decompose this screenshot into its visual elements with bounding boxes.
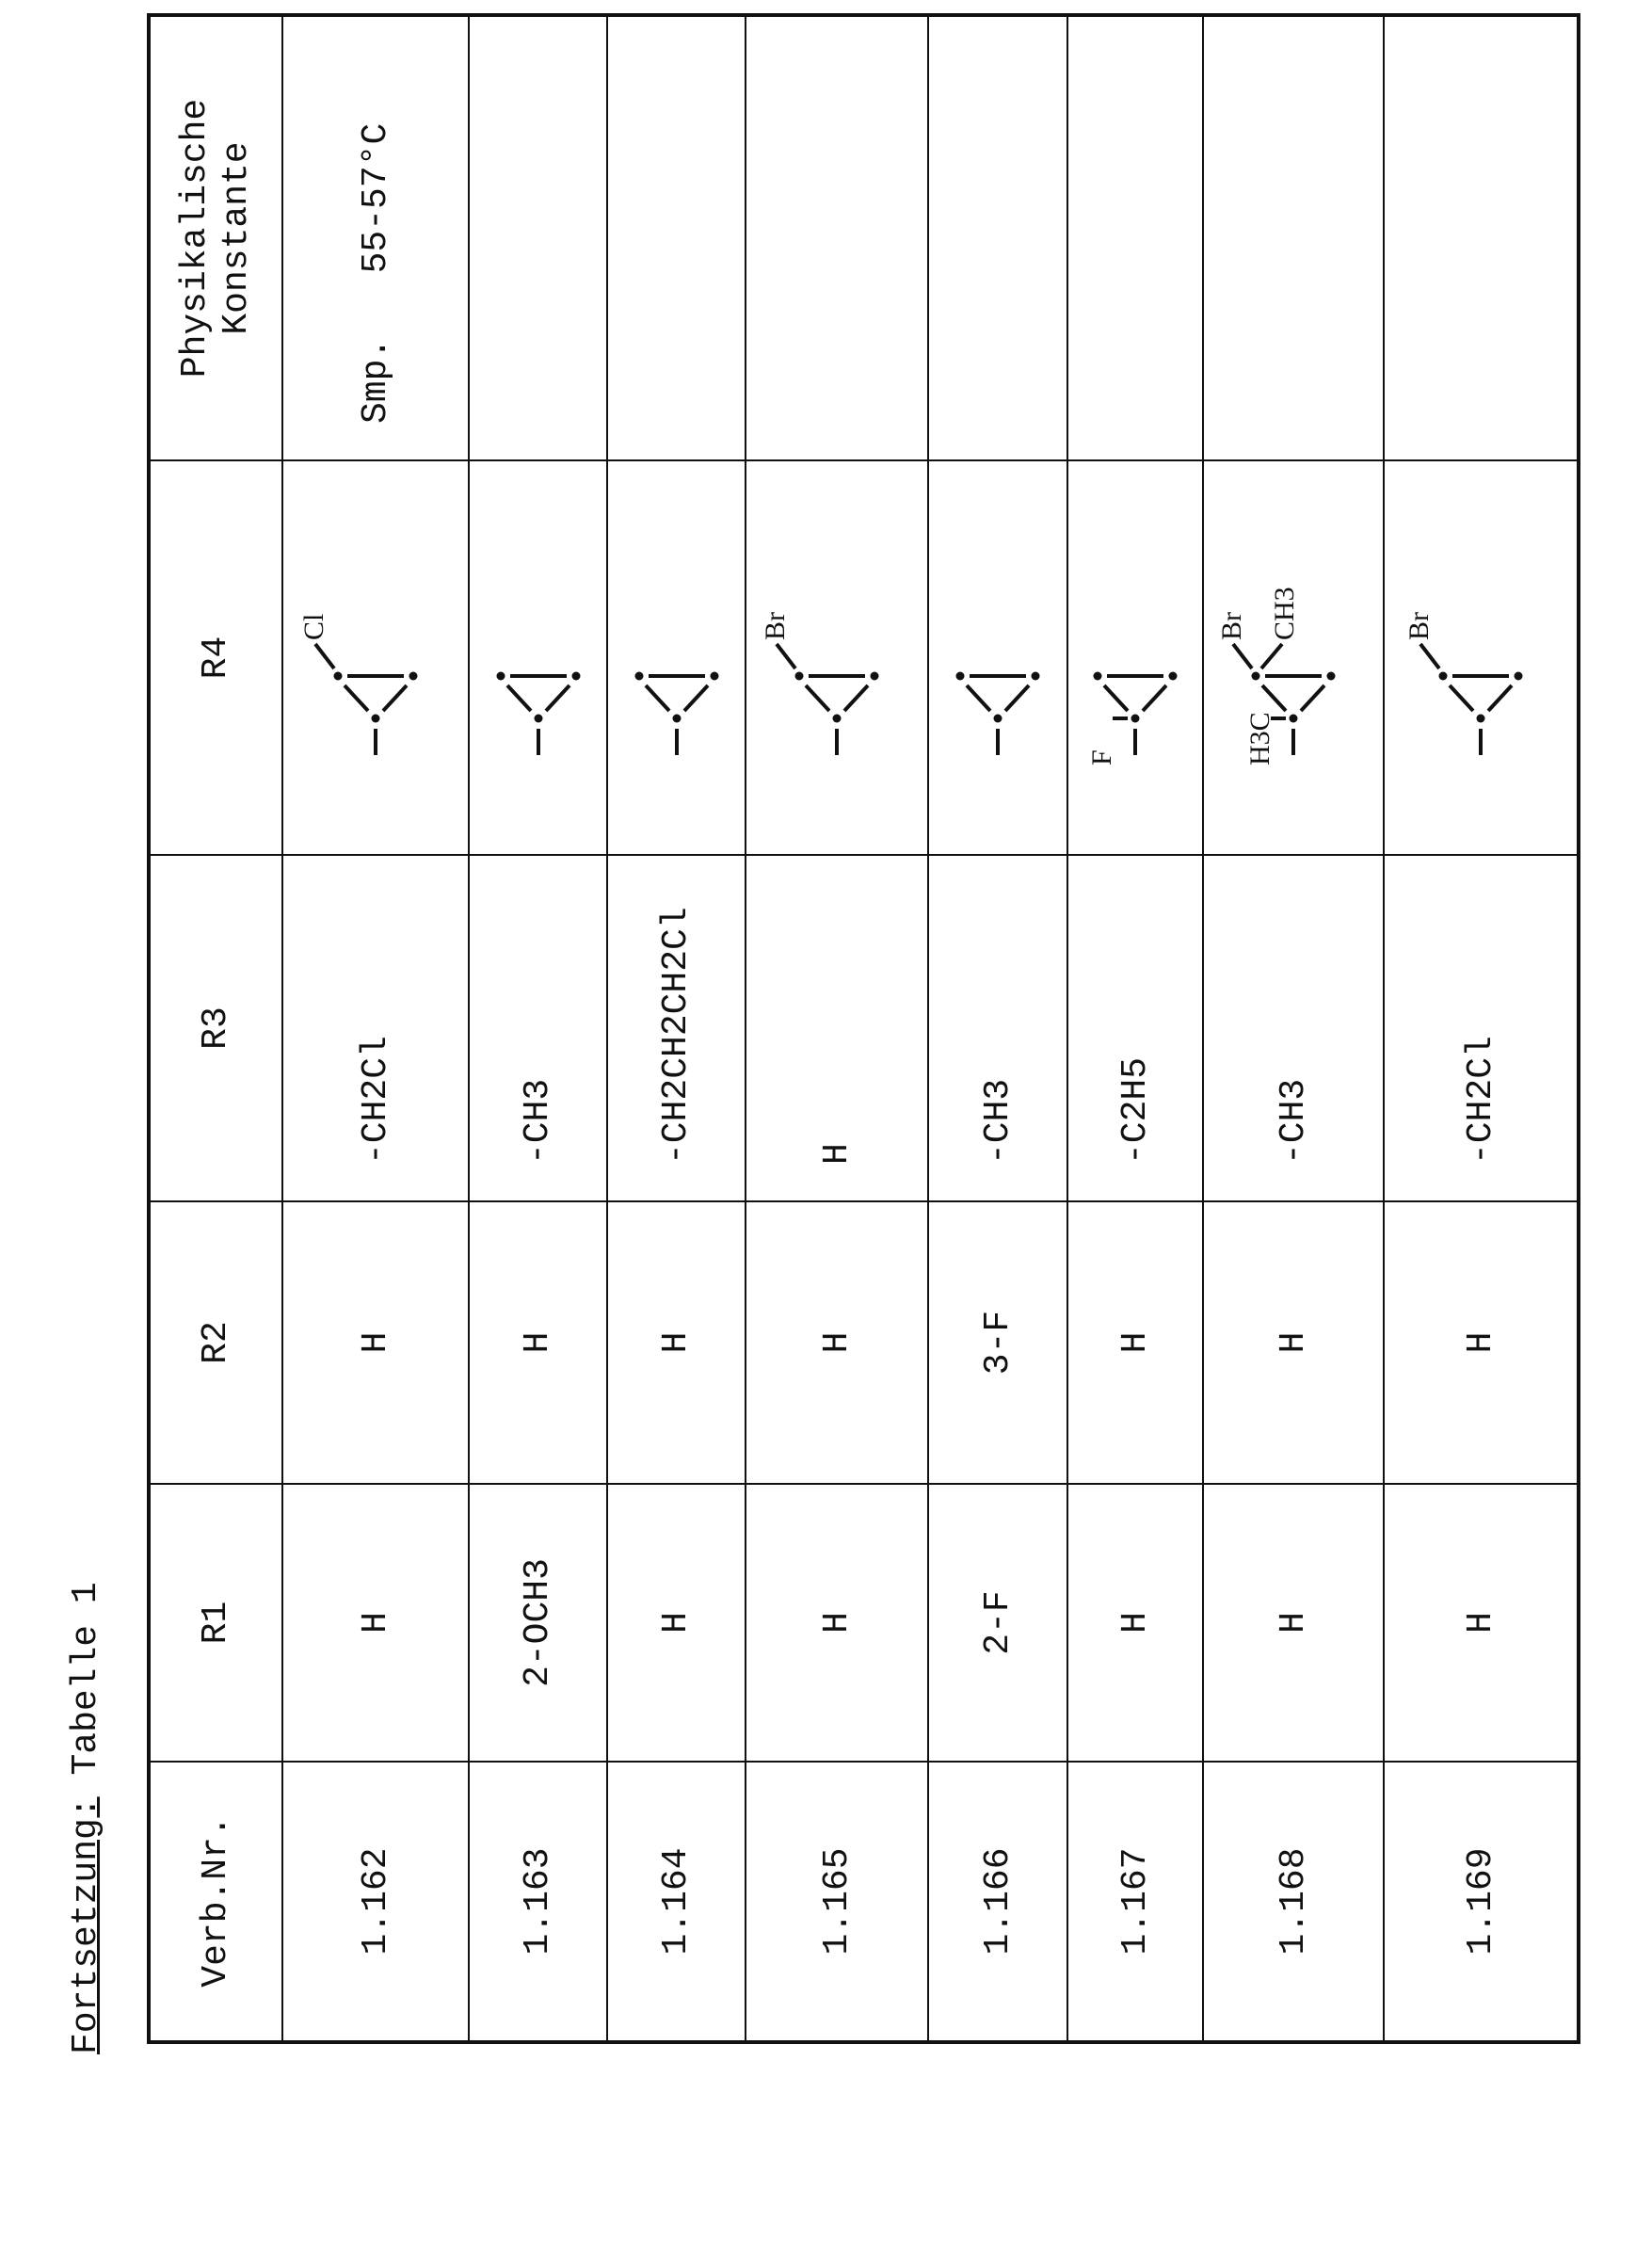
atom-dot [334,672,343,681]
cell-r4 [746,460,928,855]
table-row [1067,15,1203,2042]
cell-r4 [928,460,1067,855]
cell-physical-constant [1067,15,1203,460]
atom-dot [1327,672,1336,681]
cell-r2: H [607,1201,746,1484]
bond-line [684,686,708,712]
atom-dot [1290,715,1298,723]
substituent-label: Br [760,612,791,640]
atom-dot [1515,672,1523,681]
header-r4: R4 [149,460,282,855]
cell-verb-nr: 1.163 [469,1762,607,2042]
cell-r3: -CH2Cl [1384,855,1579,1201]
bond-line [1301,686,1324,712]
cell-verb-nr: 1.166 [928,1762,1067,2042]
atom-dot [409,672,418,681]
bond-line [546,686,569,712]
cell-r4 [1067,460,1203,855]
cell-r3: -CH3 [1203,855,1384,1201]
cell-physical-constant [928,15,1067,460]
bond-line [844,686,868,712]
cell-r1: H [1067,1484,1203,1762]
cell-r2: H [469,1201,607,1484]
cell-verb-nr: 1.169 [1384,1762,1579,2042]
atom-dot [1169,672,1178,681]
cell-r4 [282,460,469,855]
bond-line [967,686,990,712]
cell-r2: H [1203,1201,1384,1484]
cell-r3: -CH2Cl [282,855,469,1201]
cell-verb-nr: 1.167 [1067,1762,1203,2042]
substituent-label: F [1086,750,1117,766]
bond-line [1450,686,1473,712]
header-r2: R2 [149,1201,282,1484]
cell-r1: 2-F [928,1484,1067,1762]
cell-verb-nr: 1.164 [607,1762,746,2042]
cell-r3: -CH3 [928,855,1067,1201]
cyclopropyl-structure [1060,555,1211,762]
header-r3: R3 [149,855,282,1201]
bond-line [1233,645,1252,669]
atom-dot [534,715,542,723]
bond-line [806,686,829,712]
header-r1: R1 [149,1484,282,1762]
cell-verb-nr: 1.162 [282,1762,469,2042]
cell-physical-constant [469,15,607,460]
header-phys-line2: Konstante [217,141,257,334]
substituent-label: Br [1403,612,1435,640]
bond-line [1005,686,1029,712]
table-row [1384,15,1579,2042]
atom-dot [634,672,643,681]
cell-r4 [1203,460,1384,855]
bond-line [646,686,669,712]
bond-line [507,686,531,712]
cell-physical-constant [1384,15,1579,460]
atom-dot [372,715,380,723]
atom-dot [1094,672,1102,681]
table-row [746,15,928,2042]
table-row [469,15,607,2042]
bond-line [1420,645,1439,669]
cell-r1: H [1384,1484,1579,1762]
header-row [149,15,282,2042]
table-row [928,15,1067,2042]
cell-physical-constant: Smp. 55-57°C [282,15,469,460]
cell-r2: 3-F [928,1201,1067,1484]
atom-dot [994,715,1002,723]
table-row [607,15,746,2042]
bond-line [1143,686,1166,712]
bond-line [1104,686,1128,712]
cyclopropyl-structure [601,555,752,762]
atom-dot [1477,715,1485,723]
bond-line [1262,686,1286,712]
cell-r3: -CH2CH2CH2Cl [607,855,746,1201]
atom-dot [672,715,681,723]
caption-prefix: Fortsetzung: [66,1796,106,2054]
substituent-label: Cl [298,614,329,640]
atom-dot [1032,672,1040,681]
cyclopropyl-structure [1405,555,1556,762]
bond-line [315,645,334,669]
cell-r1: H [746,1484,928,1762]
cell-r3: -C2H5 [1067,855,1203,1201]
cell-r2: H [1384,1201,1579,1484]
cyclopropyl-structure [1218,555,1369,762]
cell-r3: H [746,855,928,1201]
bond-line [345,686,368,712]
bond-line [383,686,407,712]
cyclopropyl-structure [762,555,912,762]
cell-r2: H [282,1201,469,1484]
table-caption [64,1471,109,2054]
cell-r1: H [1203,1484,1384,1762]
atom-dot [833,715,842,723]
cell-r2: H [1067,1201,1203,1484]
cyclopropyl-structure [922,555,1073,762]
compound-table-wrapper [147,17,1577,2044]
cell-r1: H [282,1484,469,1762]
atom-dot [1439,672,1448,681]
cell-r3: -CH3 [469,855,607,1201]
cell-r4 [1384,460,1579,855]
cell-r1: 2-OCH3 [469,1484,607,1762]
cell-r4 [607,460,746,855]
cell-r4 [469,460,607,855]
substituent-label: CH3 [1269,588,1300,641]
header-physical-constant [149,15,282,460]
table-row [282,15,469,2042]
cyclopropyl-structure [300,555,451,762]
table-row [1203,15,1384,2042]
header-phys-line1: Physikalische [175,99,216,378]
cell-r1: H [607,1484,746,1762]
cell-verb-nr: 1.165 [746,1762,928,2042]
cyclopropyl-structure [463,555,614,762]
atom-dot [871,672,879,681]
bond-line [1488,686,1512,712]
cell-physical-constant [1203,15,1384,460]
cell-physical-constant [607,15,746,460]
substituent-label: Br [1216,612,1247,640]
atom-dot [571,672,580,681]
cell-physical-constant [746,15,928,460]
atom-dot [795,672,804,681]
atom-dot [1131,715,1140,723]
header-verb-nr: Verb.Nr. [149,1762,282,2042]
cell-r2: H [746,1201,928,1484]
compound-table [147,13,1580,2044]
substituent-label: H3C [1244,713,1275,766]
atom-dot [710,672,718,681]
atom-dot [956,672,965,681]
caption-title: Tabelle 1 [66,1582,106,1775]
atom-dot [1252,672,1260,681]
bond-line [1261,645,1282,669]
cell-verb-nr: 1.168 [1203,1762,1384,2042]
atom-dot [496,672,505,681]
bond-line [777,645,795,669]
